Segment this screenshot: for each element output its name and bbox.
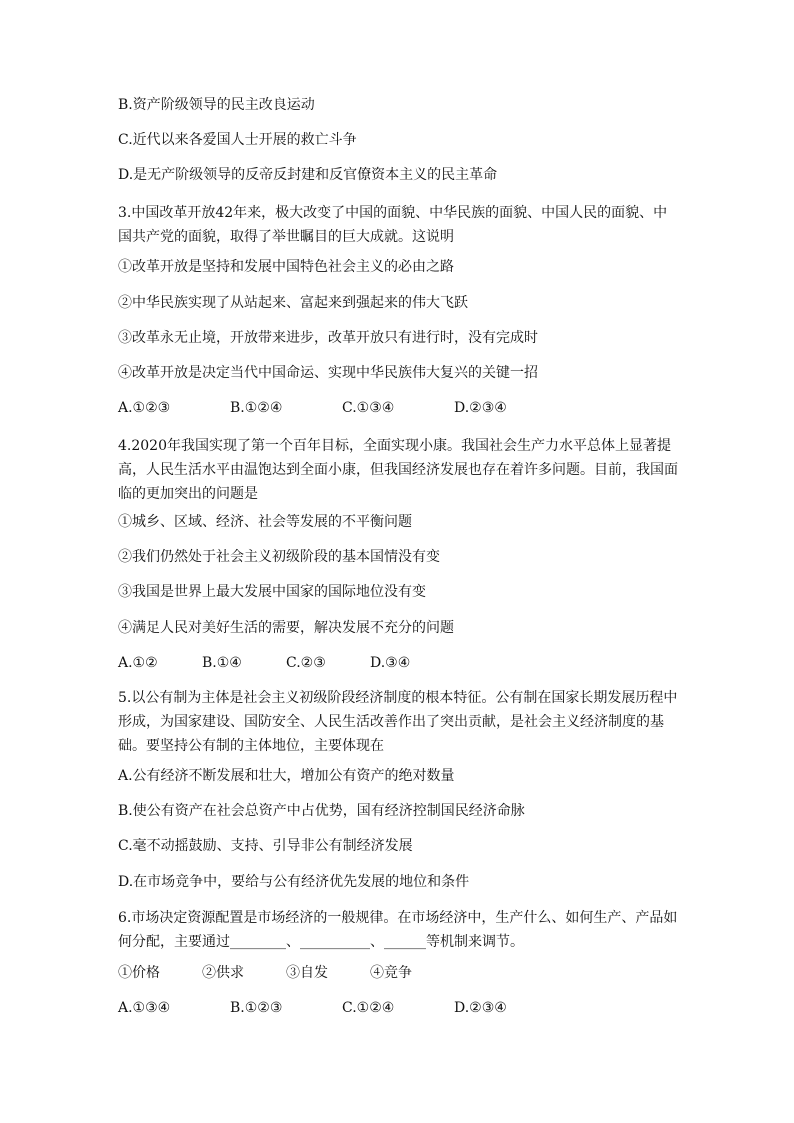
q5-option-c: C.毫不动摇鼓励、支持、引导非公有制经济发展 — [118, 838, 413, 854]
q6-statement-3: ③自发 — [286, 965, 328, 981]
q6-stem: 6.市场决定资源配置是市场经济的一般规律。在市场经济中，生产什么、如何生产、产品如何分配，主要通过________、__________、______等机制来调节。 — [118, 910, 678, 950]
q4-statement-3: ③我国是世界上最大发展中国家的国际地位没有变 — [118, 584, 426, 600]
q6-answer-b: B.①②③ — [230, 1000, 283, 1016]
q6-answer-d: D.②③④ — [454, 1000, 507, 1016]
q3-statement-4: ④改革开放是决定当代中国命运、实现中华民族伟大复兴的关键一招 — [118, 365, 538, 381]
q3-answer-b: B.①②④ — [230, 400, 283, 416]
q6-statement-row — [118, 961, 678, 985]
q3-answer-c: C.①③④ — [342, 400, 395, 416]
q3-stem: 3.中国改革开放42年来，极大改变了中国的面貌、中华民族的面貌、中国人民的面貌、中国共产党的面貌，取得了举世瞩目的巨大成就。这说明 — [118, 205, 668, 245]
q2-option-b: B.资产阶级领导的民主改良运动 — [118, 97, 315, 113]
q5-option-d: D.在市场竞争中，要给与公有经济优先发展的地位和条件 — [118, 874, 470, 890]
q6-answer-a: A.①③④ — [118, 1000, 171, 1016]
q6-answer-row — [118, 996, 678, 1020]
q4-answer-c: C.②③ — [286, 655, 326, 671]
q3-statement-3: ③改革永无止境，开放带来进步，改革开放只有进行时，没有完成时 — [118, 330, 538, 346]
q5-option-a: A.公有经济不断发展和壮大，增加公有资产的绝对数量 — [118, 768, 455, 784]
q3-statement-2: ②中华民族实现了从站起来、富起来到强起来的伟大飞跃 — [118, 295, 468, 311]
q3-answer-row — [118, 396, 678, 420]
q6-statement-2: ②供求 — [202, 965, 244, 981]
q3-statement-1: ①改革开放是坚持和发展中国特色社会主义的必由之路 — [118, 259, 454, 275]
q5-stem: 5.以公有制为主体是社会主义初级阶段经济制度的根本特征。公有制在国家长期发展历程中形成，为国家建设、国防安全、人民生活改善作出了突出贡献，是社会主义经济制度的基础。要坚持公有制的主体地位，主要体现在 — [118, 690, 678, 754]
q6-statement-1: ①价格 — [118, 965, 160, 981]
q3-answer-a: A.①②③ — [118, 400, 171, 416]
q4-statement-1: ①城乡、区域、经济、社会等发展的不平衡问题 — [118, 514, 412, 530]
q4-statement-4: ④满足人民对美好生活的需要，解决发展不充分的问题 — [118, 620, 454, 636]
q4-answer-a: A.①② — [118, 655, 158, 671]
q3-answer-d: D.②③④ — [454, 400, 507, 416]
q2-option-c: C.近代以来各爱国人士开展的救亡斗争 — [118, 132, 357, 148]
q4-statement-2: ②我们仍然处于社会主义初级阶段的基本国情没有变 — [118, 549, 440, 565]
q5-option-b: B.使公有资产在社会总资产中占优势，国有经济控制国民经济命脉 — [118, 803, 525, 819]
q2-option-d: D.是无产阶级领导的反帝反封建和反官僚资本主义的民主革命 — [118, 167, 498, 183]
q4-answer-row — [118, 651, 678, 675]
q6-answer-c: C.①②④ — [342, 1000, 395, 1016]
q6-statement-4: ④竞争 — [370, 965, 412, 981]
q4-stem: 4.2020年我国实现了第一个百年目标，全面实现小康。我国社会生产力水平总体上显著提高，人民生活水平由温饱达到全面小康，但我国经济发展也存在着许多问题。目前，我国面临的更加突出的问题是 — [118, 438, 678, 502]
q4-answer-d: D.③④ — [370, 655, 411, 671]
q4-answer-b: B.①④ — [202, 655, 242, 671]
